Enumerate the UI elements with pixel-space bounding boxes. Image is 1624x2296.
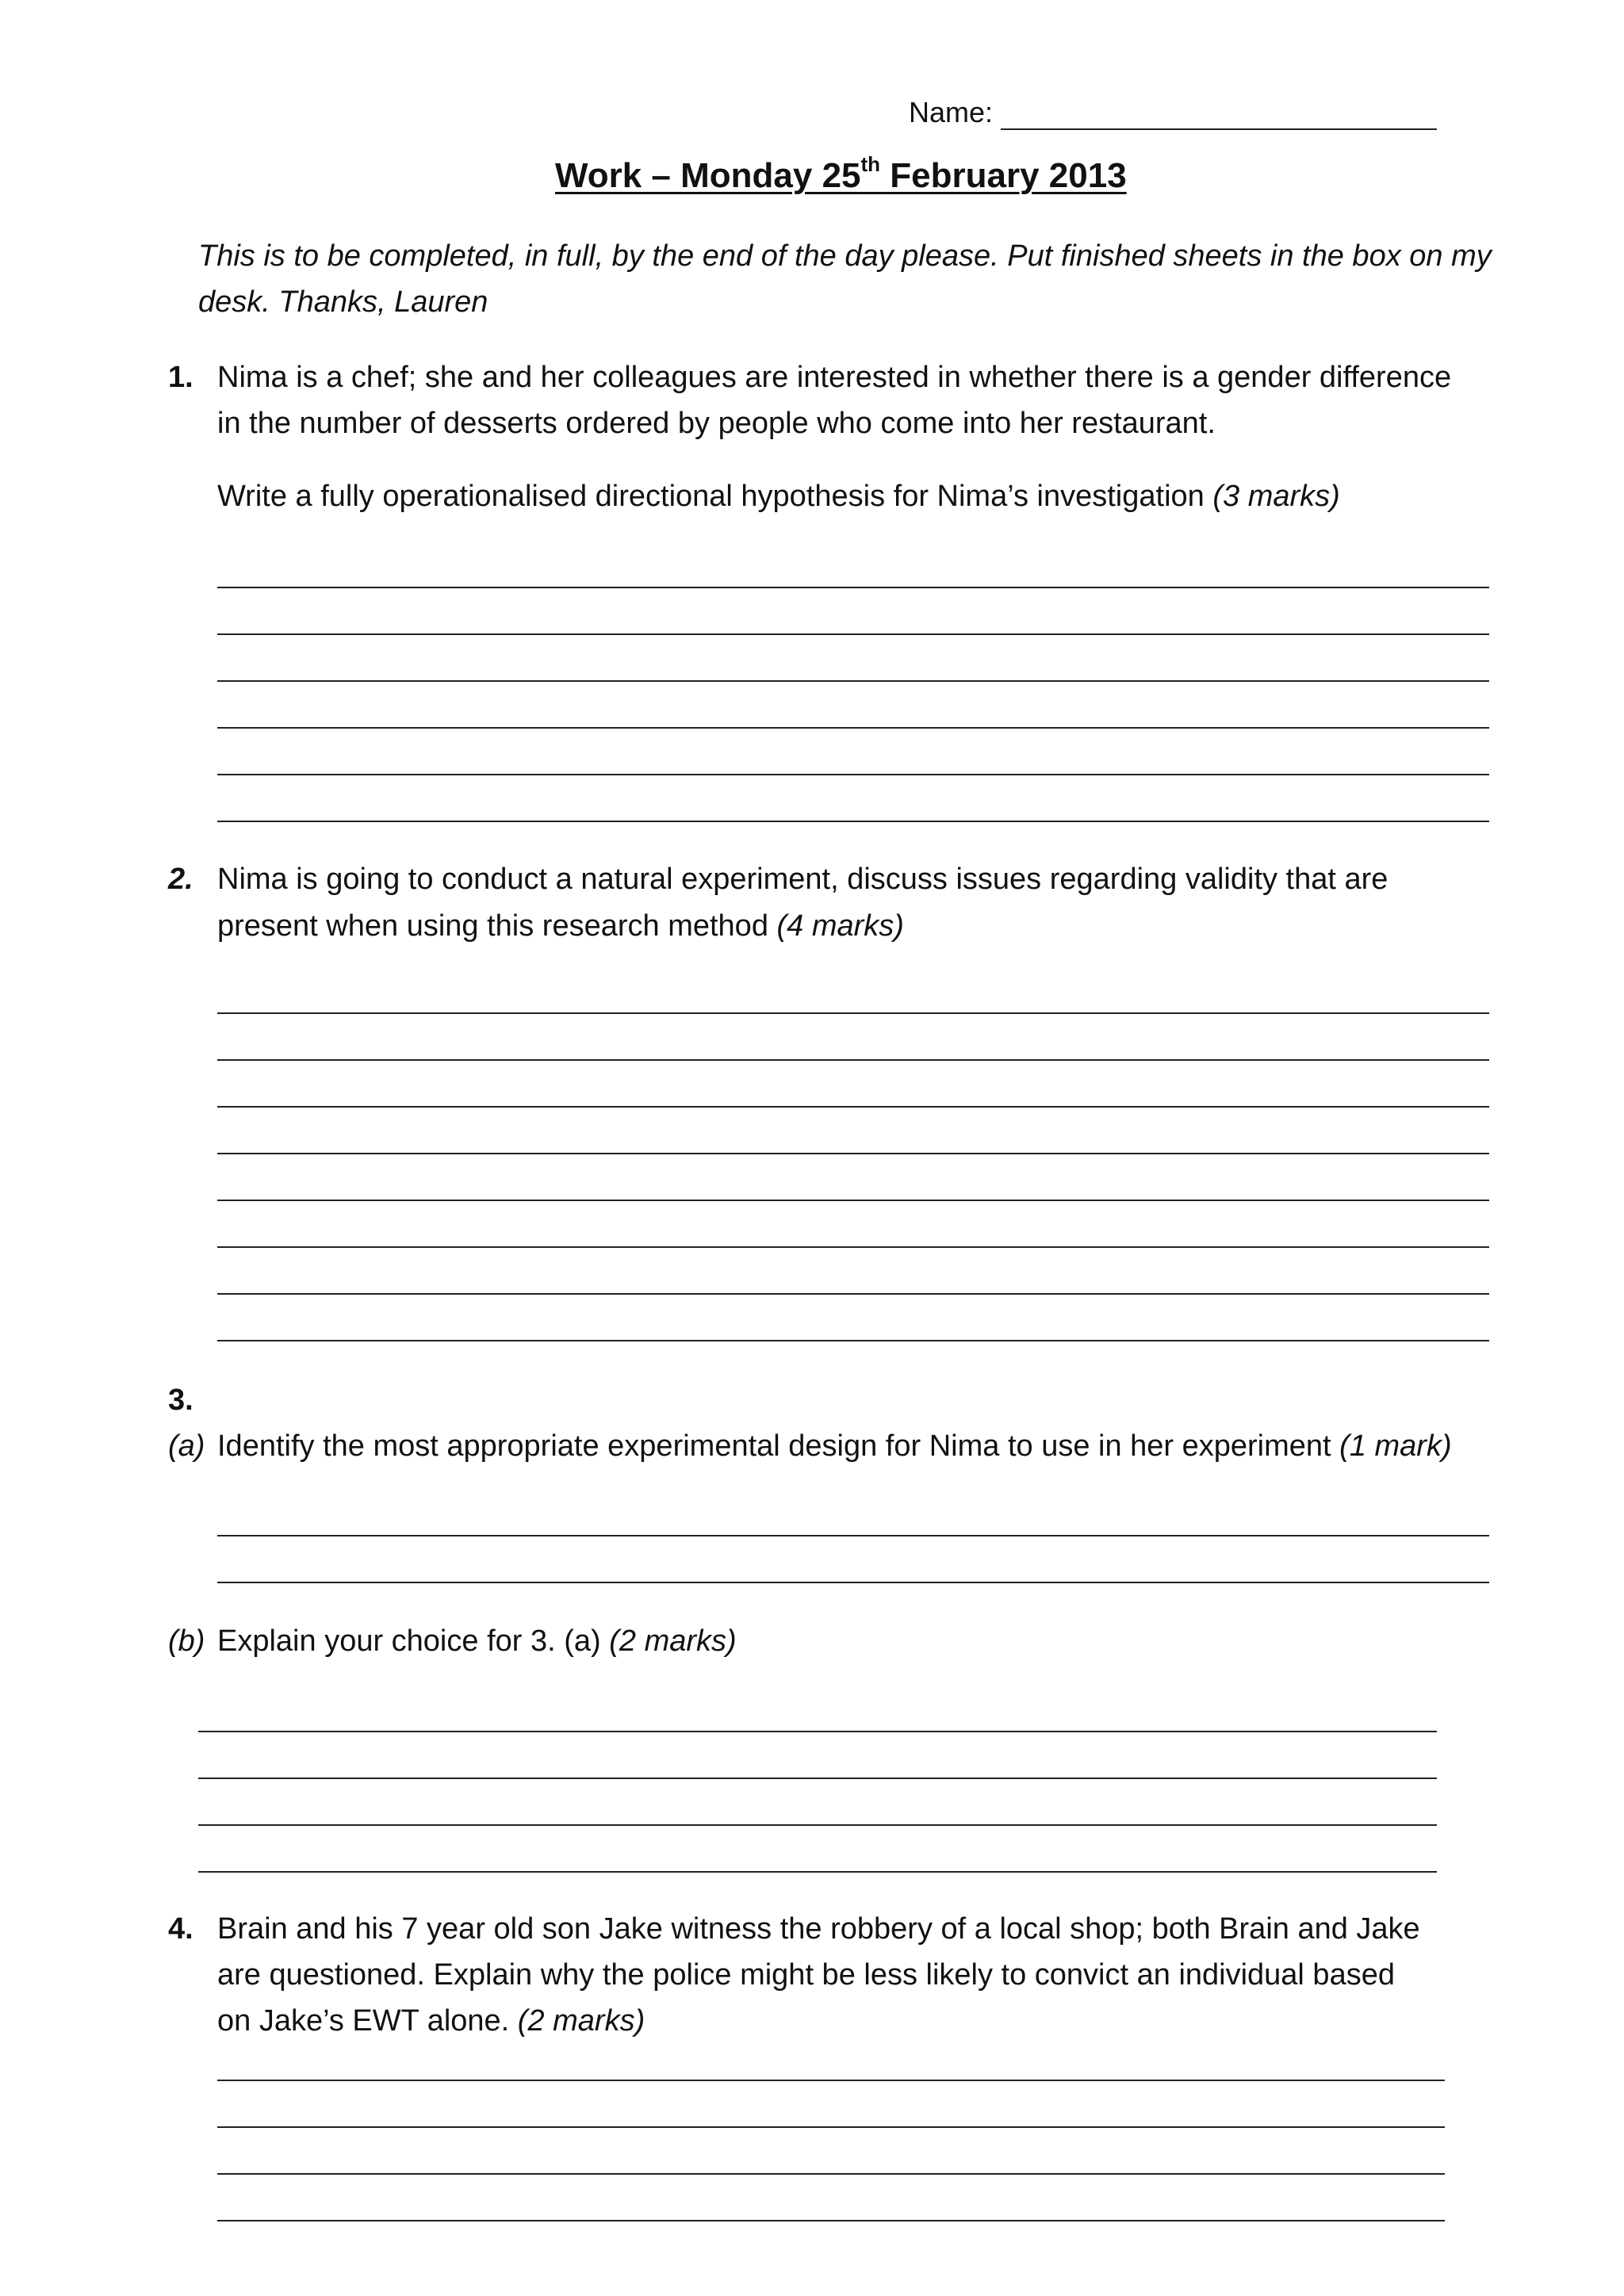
answer-line[interactable] [217,821,1489,822]
answer-line[interactable] [217,1340,1489,1341]
answer-line[interactable] [217,2173,1445,2175]
answer-line[interactable] [217,633,1489,635]
q4-marks: (2 marks) [517,2004,645,2038]
answer-line[interactable] [217,1153,1489,1154]
page-title [555,152,1127,195]
answer-line[interactable] [217,1246,1489,1248]
answer-line[interactable] [198,1871,1437,1873]
answer-line[interactable] [217,587,1489,588]
q4-number: 4. [168,1912,193,1946]
answer-line[interactable] [217,680,1489,682]
title-superscript: th [860,152,881,176]
answer-line[interactable] [217,1059,1489,1061]
answer-line[interactable] [217,1106,1489,1108]
q2-line-1: Nima is going to conduct a natural experiment, discuss issues regarding validity that are [217,863,1388,896]
q4-line-2: are questioned. Explain why the police might be less likely to convict an individual based [217,1958,1395,1992]
intro-line-1: This is to be completed, in full, by the end of the day please. Put finished sheets in the box on my [198,239,1492,273]
q3b-text-body: Explain your choice for 3. (a) [217,1624,610,1658]
intro-line-2: desk. Thanks, Lauren [198,285,488,319]
answer-line[interactable] [217,2220,1445,2221]
q3a-marks: (1 mark) [1339,1429,1452,1463]
name-label: Name: [909,96,994,128]
answer-line[interactable] [198,1824,1437,1826]
q1-number: 1. [168,361,193,394]
q3b-text [217,1626,737,1656]
q1-marks: (3 marks) [1212,480,1340,513]
answer-line[interactable] [217,1535,1489,1536]
answer-line[interactable] [217,727,1489,729]
answer-line[interactable] [217,1200,1489,1201]
q2-line-2 [217,911,904,941]
q4-line-3-text: on Jake’s EWT alone. [217,2004,518,2038]
q3a-text [217,1431,1452,1461]
q3b-label: (b) [168,1624,205,1658]
answer-line[interactable] [198,1731,1437,1732]
title-suffix: February 2013 [880,156,1127,195]
q2-marks: (4 marks) [776,909,904,943]
answer-line[interactable] [217,774,1489,775]
q3b-marks: (2 marks) [609,1624,737,1658]
q3-number: 3. [168,1383,193,1417]
name-field[interactable] [1001,128,1437,130]
q1-prompt [217,481,1340,511]
q1-line-1: Nima is a chef; she and her colleagues are interested in whether there is a gender difference [217,361,1452,394]
answer-line[interactable] [217,2080,1445,2081]
answer-line[interactable] [198,1777,1437,1779]
answer-line[interactable] [217,1582,1489,1583]
q4-line-3 [217,2006,645,2036]
q3a-text-body: Identify the most appropriate experimental design for Nima to use in her experiment [217,1429,1340,1463]
q1-prompt-text: Write a fully operationalised directional hypothesis for Nima’s investigation [217,480,1213,513]
answer-line[interactable] [217,1293,1489,1295]
q1-line-2: in the number of desserts ordered by people who come into her restaurant. [217,407,1216,440]
q4-line-1: Brain and his 7 year old son Jake witness the robbery of a local shop; both Brain and Jake [217,1912,1420,1946]
q3a-label: (a) [168,1429,205,1463]
answer-line[interactable] [217,2126,1445,2128]
q2-number: 2. [168,863,193,896]
answer-line[interactable] [217,1012,1489,1014]
q2-line-2-text: present when using this research method [217,909,777,943]
title-prefix: Work – Monday 25 [555,156,861,195]
